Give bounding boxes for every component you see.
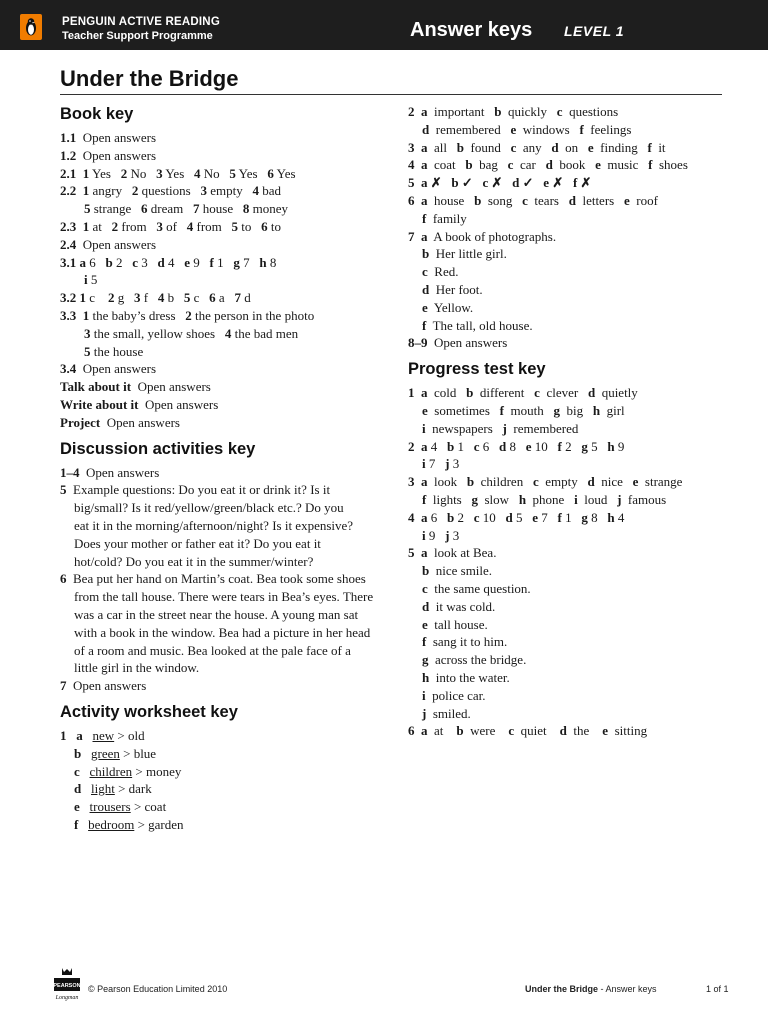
- pt-q5-g: g across the bridge.: [422, 652, 527, 668]
- discussion-item-5: 5 Example questions: Do you eat it or drink it? Is it big/small? Is it red/yellow/green/black etc.? Do you eat it in the morning/afternoon/night? Is it expensive? Does your mother or father eat it? Do you eat it hot/cold? Do you eat it in the summer/winter?: [60, 482, 354, 569]
- bk-q5: 5 a ✗ b ✓ c ✗ d ✓ e ✗ f ✗: [408, 175, 592, 191]
- title-divider: [60, 94, 722, 95]
- discussion-item-1-4: 1–4 Open answers: [60, 464, 160, 480]
- pt-q5-f: f sang it to him.: [422, 634, 508, 650]
- worksheet-item-f: f bedroom > garden: [74, 816, 184, 832]
- pt-q5-j: j smiled.: [422, 705, 471, 721]
- level-label: LEVEL 1: [564, 23, 625, 39]
- bk-q8-9: 8–9 Open answers: [408, 335, 508, 351]
- pt-q2-line2: i 7 j 3: [422, 456, 460, 472]
- page-title: Under the Bridge: [60, 66, 239, 91]
- progress-test-heading: Progress test key: [408, 360, 546, 379]
- page-number: 1 of 1: [706, 984, 729, 994]
- brand-block: [62, 15, 220, 43]
- pt-q3-line1: 3 a look b children c empty d nice e strange: [408, 474, 683, 490]
- pt-q5-h: h into the water.: [422, 669, 510, 685]
- pt-q5-i: i police car.: [422, 687, 486, 703]
- answer-keys-title: Answer keys: [410, 19, 533, 41]
- answer-line-3-3b: 3 the small, yellow shoes 4 the bad men: [84, 325, 299, 341]
- brand-name: PENGUIN ACTIVE READING: [62, 16, 220, 28]
- svg-text:PEARSON: PEARSON: [53, 983, 81, 989]
- footer-doc-title: Under the Bridge - Answer keys: [525, 984, 657, 994]
- book-key-heading: Book key: [60, 105, 134, 123]
- worksheet-item-a: 1 a new > old: [60, 727, 145, 743]
- bk-q3: 3 a all b found c any d on e finding f it: [408, 139, 666, 155]
- answer-line-3-3c: 5 the house: [84, 343, 144, 359]
- discussion-heading: Discussion activities key: [60, 439, 256, 458]
- worksheet-item-c: c children > money: [74, 763, 182, 779]
- bk-q7-d: d Her foot.: [422, 281, 483, 297]
- worksheet-item-b: b green > blue: [74, 745, 157, 761]
- pt-q5-a: 5 a look at Bea.: [408, 545, 497, 561]
- bk-q6-line2: f family: [422, 210, 467, 226]
- worksheet-item-e: e trousers > coat: [74, 799, 167, 815]
- pt-q1-line3: i newspapers j remembered: [422, 420, 579, 436]
- pt-q5-b: b nice smile.: [422, 563, 493, 579]
- bk-q7-f: f The tall, old house.: [422, 317, 533, 333]
- bk-q6-line1: 6 a house b song c tears d letters e roof: [408, 192, 658, 208]
- right-column: [408, 103, 728, 740]
- answer-line-2-4: 2.4 Open answers: [60, 236, 157, 252]
- project: Project Open answers: [60, 414, 180, 430]
- pt-q5-e: e tall house.: [422, 616, 488, 632]
- answer-line-2-3: 2.3 1 at 2 from 3 of 4 from 5 to 6 to: [60, 218, 282, 234]
- brand-programme: Teacher Support Programme: [62, 30, 213, 42]
- bk-q7-a: 7 a A book of photographs.: [408, 228, 557, 244]
- pt-q4-line1: 4 a 6 b 2 c 10 d 5 e 7 f 1 g 8 h 4: [408, 509, 625, 525]
- discussion-item-7: 7 Open answers: [60, 678, 147, 694]
- pt-q1-line2: e sometimes f mouth g big h girl: [422, 402, 625, 418]
- bk-q7-b: b Her little girl.: [422, 246, 507, 262]
- bk-q2-line2: d remembered e windows f feelings: [422, 121, 632, 137]
- bk-q2-line1: 2 a important b quickly c questions: [408, 104, 619, 119]
- pt-q4-line2: i 9 j 3: [422, 527, 460, 543]
- svg-text:Longman: Longman: [55, 995, 79, 1001]
- pt-q5-c: c the same question.: [422, 580, 531, 596]
- write-about-it: Write about it Open answers: [60, 396, 219, 412]
- discussion-item-6: 6 Bea put her hand on Martin’s coat. Bea took some shoes from the tall house. There were tears in Bea’s eyes. There was a car in the street near the house. A young man sat with a book in the window. Bea had a picture in her head of a room and music. Bea looked at the pale face of a little girl in the window.: [60, 571, 374, 676]
- answer-line-3-3: 3.3 1 the baby’s dress 2 the person in the photo: [60, 307, 315, 323]
- talk-about-it: Talk about it Open answers: [60, 379, 211, 395]
- header-bar: [0, 0, 768, 50]
- copyright-text: © Pearson Education Limited 2010: [88, 984, 228, 994]
- pt-q5-d: d it was cold.: [422, 598, 496, 614]
- answer-line-1-2: 1.2 Open answers: [60, 147, 157, 163]
- pt-q3-line2: f lights g slow h phone i loud j famous: [422, 491, 667, 507]
- answer-line-1-1: 1.1 Open answers: [60, 130, 157, 145]
- pearson-logo-icon: [52, 966, 82, 1002]
- bk-q7-e: e Yellow.: [422, 299, 474, 315]
- answer-line-3-2: 3.2 1 c 2 g 3 f 4 b 5 c 6 a 7 d: [60, 290, 251, 306]
- answer-line-2-2b: 5 strange 6 dream 7 house 8 money: [84, 201, 289, 217]
- pt-q2-line1: 2 a 4 b 1 c 6 d 8 e 10 f 2 g 5 h 9: [408, 438, 625, 454]
- left-column: [60, 103, 390, 834]
- bk-q4: 4 a coat b bag c car d book e music f shoes: [408, 157, 688, 173]
- answer-line-2-2: 2.2 1 angry 2 questions 3 empty 4 bad: [60, 183, 282, 199]
- pt-q1-line1: 1 a cold b different c clever d quietly: [408, 385, 638, 401]
- worksheet-item-d: d light > dark: [74, 781, 152, 797]
- worksheet-heading: Activity worksheet key: [60, 702, 238, 721]
- answer-line-2-1: 2.1 1 Yes 2 No 3 Yes 4 No 5 Yes 6 Yes: [60, 165, 296, 181]
- pt-q6: 6 a at b were c quiet d the e sitting: [408, 723, 648, 739]
- answer-line-3-1: 3.1 a 6 b 2 c 3 d 4 e 9 f 1 g 7 h 8: [60, 254, 277, 270]
- answer-line-3-1b: i 5: [84, 272, 98, 288]
- answer-line-3-4: 3.4 Open answers: [60, 361, 157, 377]
- bk-q7-c: c Red.: [422, 264, 459, 280]
- penguin-logo-icon: [20, 14, 42, 40]
